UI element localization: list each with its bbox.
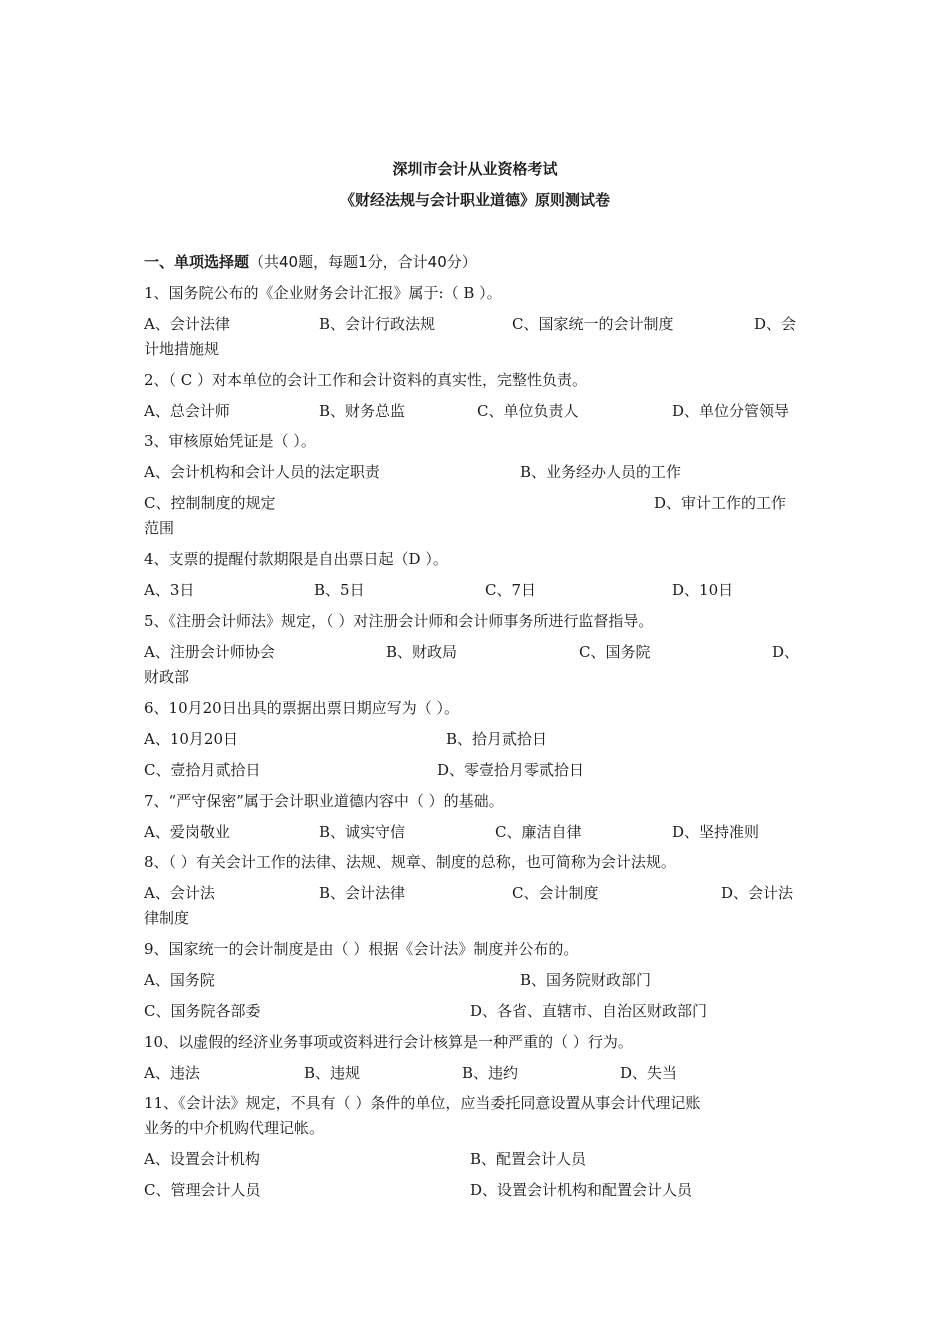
question-1-stem: 1、国务院公布的《企业财务会计汇报》属于:（ B ）。 bbox=[144, 284, 502, 302]
question-8-stem: 8、（ ）有关会计工作的法律、法规、规章、制度的总称，也可简称为会计法规。 bbox=[144, 853, 676, 871]
question-11-continuation: 业务的中介机购代理记帐。 bbox=[144, 1119, 325, 1137]
option-a: A、注册会计师协会 bbox=[144, 643, 275, 661]
question-5-stem: 5、《注册会计师法》规定，（ ）对注册会计师和会计师事务所进行监督指导。 bbox=[144, 612, 654, 630]
document-title: 深圳市会计从业资格考试 bbox=[392, 160, 558, 178]
section-title: 一、单项选择题 bbox=[144, 253, 250, 271]
question-8-options bbox=[144, 883, 799, 903]
option-a: A、国务院 bbox=[144, 971, 215, 989]
option-c: C、国家统一的会计制度 bbox=[512, 315, 674, 333]
question-7-stem: 7、“严守保密”属于会计职业道德内容中（ ）的基础。 bbox=[144, 792, 504, 810]
question-2-stem: 2、（ C ）对本单位的会计工作和会计资料的真实性，完整性负责。 bbox=[144, 371, 588, 389]
option-c: C、单位负责人 bbox=[477, 402, 579, 420]
section-note: （共40题，每题1分，合计40分） bbox=[249, 253, 477, 271]
question-9-stem: 9、国家统一的会计制度是由（ ）根据《会计法》制度并公布的。 bbox=[144, 940, 579, 958]
question-1-continuation: 计地措施规 bbox=[144, 340, 220, 358]
question-6-stem: 6、10月20日出具的票据出票日期应写为（ ）。 bbox=[144, 699, 459, 717]
option-a: A、爱岗敬业 bbox=[144, 823, 230, 841]
option-d: D、各省、直辖市、自治区财政部门 bbox=[470, 1002, 708, 1020]
option-c: C、国务院 bbox=[579, 643, 651, 661]
question-9-options-row1 bbox=[144, 970, 799, 990]
question-4-options bbox=[144, 580, 799, 600]
question-5-options bbox=[144, 642, 799, 662]
option-d: D、单位分管领导 bbox=[672, 402, 790, 420]
question-7-options bbox=[144, 822, 799, 842]
section-heading bbox=[144, 252, 477, 272]
document-subtitle: 《财经法规与会计职业道德》原则测试卷 bbox=[339, 191, 610, 209]
option-d: D、坚持准则 bbox=[672, 823, 760, 841]
option-b: B、会计法律 bbox=[319, 884, 406, 902]
option-d: D、会计法 bbox=[721, 884, 794, 902]
option-a: A、10月20日 bbox=[144, 730, 239, 748]
option-c: C、7日 bbox=[485, 581, 537, 599]
option-c: C、管理会计人员 bbox=[144, 1181, 261, 1199]
option-b: B、配置会计人员 bbox=[470, 1150, 587, 1168]
option-d: D、 bbox=[772, 643, 800, 661]
option-b: B、诚实守信 bbox=[319, 823, 406, 841]
option-c: C、控制制度的规定 bbox=[144, 494, 276, 512]
option-c: C、国务院各部委 bbox=[144, 1002, 261, 1020]
option-a: A、设置会计机构 bbox=[144, 1150, 260, 1168]
question-8-continuation: 律制度 bbox=[144, 909, 190, 927]
option-d: D、审计工作的工作 bbox=[654, 494, 787, 512]
option-b: B、5日 bbox=[314, 581, 365, 599]
option-b: B、财政局 bbox=[386, 643, 458, 661]
question-9-options-row2 bbox=[144, 1001, 799, 1021]
option-c: C、廉洁自律 bbox=[495, 823, 582, 841]
option-c: C、壹拾月贰拾日 bbox=[144, 761, 261, 779]
option-b: B、会计行政法规 bbox=[319, 315, 436, 333]
option-b: B、财务总监 bbox=[319, 402, 406, 420]
question-3-continuation: 范围 bbox=[144, 519, 175, 537]
question-11-options-row1 bbox=[144, 1149, 799, 1169]
option-c: B、违约 bbox=[462, 1064, 519, 1082]
option-b: B、业务经办人员的工作 bbox=[520, 463, 682, 481]
question-1-options bbox=[144, 314, 799, 334]
question-3-options-row1 bbox=[144, 462, 799, 482]
option-a: A、会计法律 bbox=[144, 315, 230, 333]
option-d: D、失当 bbox=[620, 1064, 678, 1082]
question-3-stem: 3、审核原始凭证是（ ）。 bbox=[144, 432, 316, 450]
option-d: D、10日 bbox=[672, 581, 734, 599]
option-a: A、会计机构和会计人员的法定职责 bbox=[144, 463, 380, 481]
option-d: D、设置会计机构和配置会计人员 bbox=[470, 1181, 693, 1199]
option-d: D、会 bbox=[754, 315, 797, 333]
option-a: A、总会计师 bbox=[144, 402, 230, 420]
question-10-stem: 10、以虚假的经济业务事项或资料进行会计核算是一种严重的（ ）行为。 bbox=[144, 1033, 633, 1051]
option-b: B、拾月贰拾日 bbox=[446, 730, 548, 748]
question-4-stem: 4、支票的提醒付款期限是自出票日起（D ）。 bbox=[144, 550, 448, 568]
question-11-options-row2 bbox=[144, 1180, 799, 1200]
option-a: A、会计法 bbox=[144, 884, 215, 902]
question-5-continuation: 财政部 bbox=[144, 668, 190, 686]
question-3-options-row2 bbox=[144, 493, 799, 513]
option-d: D、零壹拾月零贰拾日 bbox=[437, 761, 585, 779]
question-6-options-row1 bbox=[144, 729, 799, 749]
question-6-options-row2 bbox=[144, 760, 799, 780]
question-2-options bbox=[144, 401, 799, 421]
option-b: B、国务院财政部门 bbox=[520, 971, 652, 989]
option-b: B、违规 bbox=[304, 1064, 361, 1082]
option-a: A、3日 bbox=[144, 581, 195, 599]
question-10-options bbox=[144, 1063, 799, 1083]
question-11-stem: 11、《会计法》规定，不具有（ ）条件的单位，应当委托同意设置从事会计代理记账 bbox=[144, 1094, 701, 1112]
option-c: C、会计制度 bbox=[512, 884, 599, 902]
option-a: A、违法 bbox=[144, 1064, 200, 1082]
